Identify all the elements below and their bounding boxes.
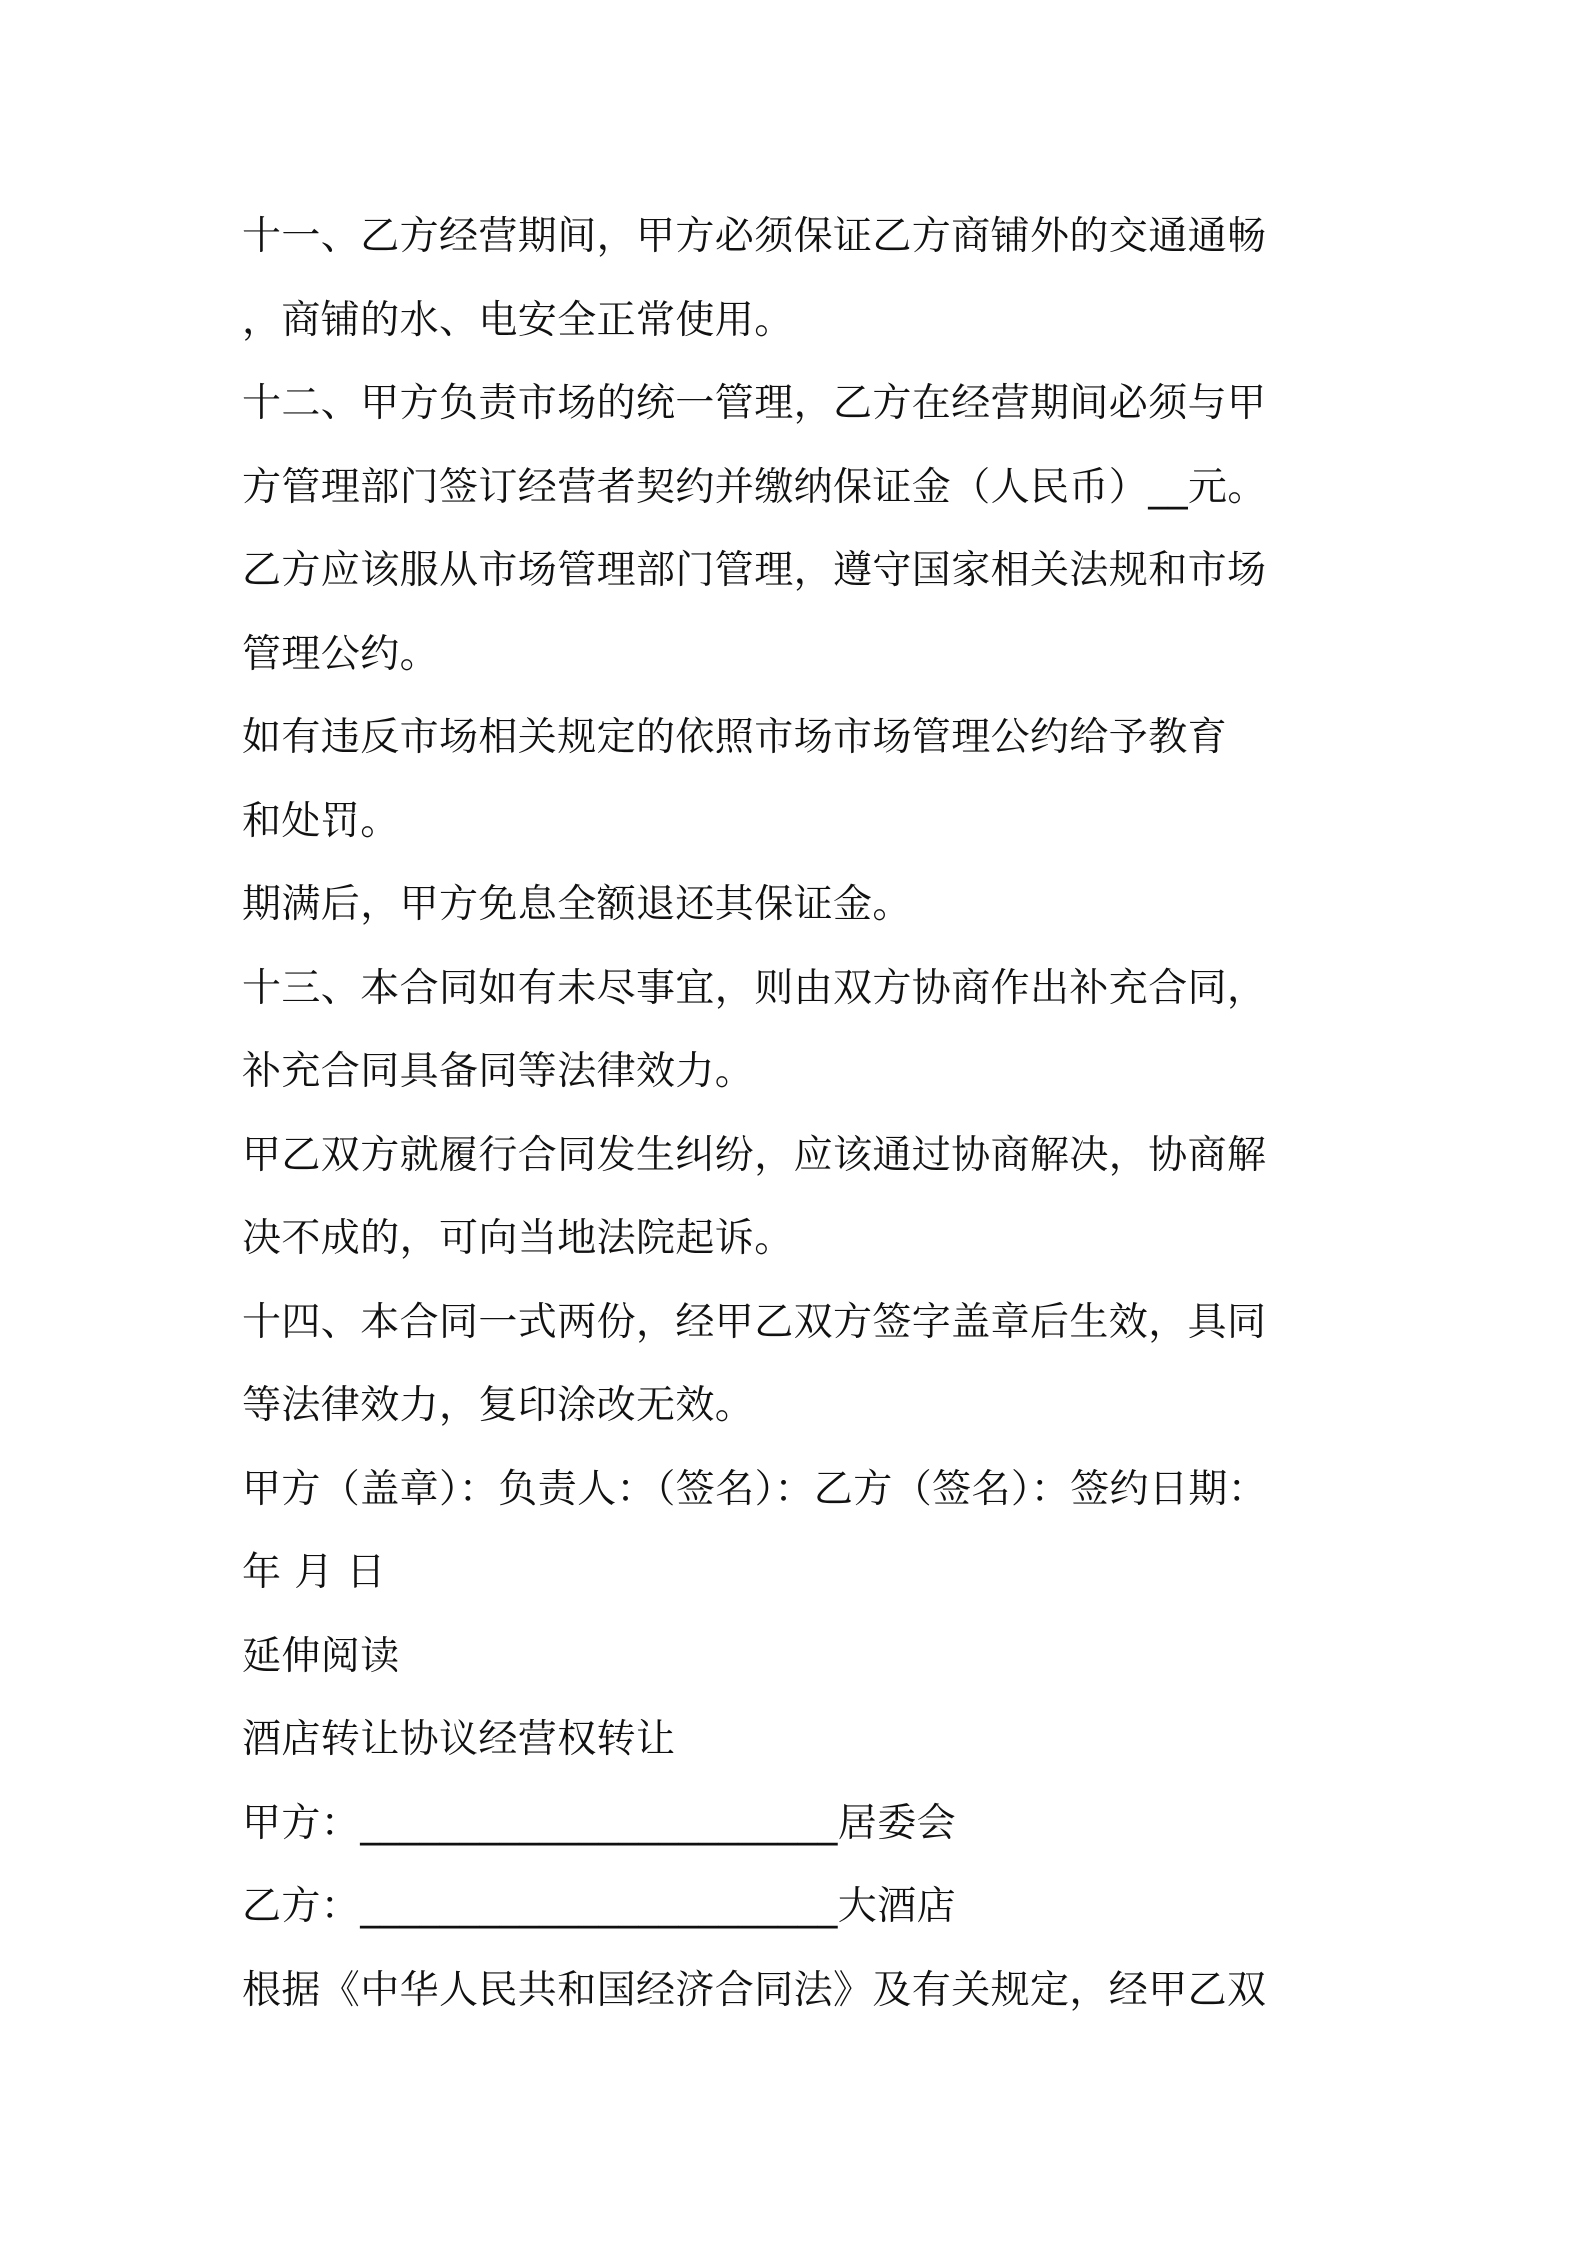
text-line: 十一、乙方经营期间，甲方必须保证乙方商铺外的交通通畅 — [242, 214, 1267, 259]
text-line: 期满后，甲方免息全额退还其保证金。 — [242, 882, 912, 927]
text-line: 甲乙双方就履行合同发生纠纷，应该通过协商解决，协商解 — [242, 1132, 1267, 1178]
document-body — [242, 195, 1362, 2032]
text-line: 十四、本合同一式两份，经甲乙双方签字盖章后生效，具同 — [242, 1299, 1267, 1345]
text-line: 十三、本合同如有未尽事宜，则由双方协商作出补充合同， — [242, 965, 1267, 1011]
text-line: 管理公约。 — [242, 631, 440, 677]
party-a-line: 甲方：________________________居委会 — [242, 1800, 956, 1846]
text-line: 根据《中华人民共和国经济合同法》及有关规定，经甲乙双 — [242, 1967, 1267, 2013]
article-title: 酒店转让协议经营权转让 — [242, 1717, 676, 1762]
text-line: 补充合同具备同等法律效力。 — [242, 1049, 755, 1094]
signature-line: 甲方（盖章）：负责人：（签名）：乙方（签名）：签约日期： — [242, 1466, 1268, 1512]
date-line: 年 月 日 — [242, 1550, 386, 1595]
text-line: 十二、甲方负责市场的统一管理，乙方在经营期间必须与甲 — [242, 381, 1267, 426]
text-line: 如有违反市场相关规定的依照市场市场管理公约给予教育 — [242, 715, 1228, 760]
text-line: 等法律效力，复印涂改无效。 — [242, 1383, 755, 1428]
text-line: 方管理部门签订经营者契约并缴纳保证金（人民币）__元。 — [242, 464, 1267, 510]
section-heading-further-reading: 延伸阅读 — [242, 1633, 400, 1679]
text-line: 乙方应该服从市场管理部门管理，遵守国家相关法规和市场 — [242, 548, 1267, 593]
text-line: 和处罚。 — [242, 798, 400, 844]
party-b-line: 乙方：________________________大酒店 — [242, 1884, 956, 1929]
text-line: 决不成的，可向当地法院起诉。 — [242, 1216, 794, 1261]
text-line: ，商铺的水、电安全正常使用。 — [242, 297, 794, 343]
